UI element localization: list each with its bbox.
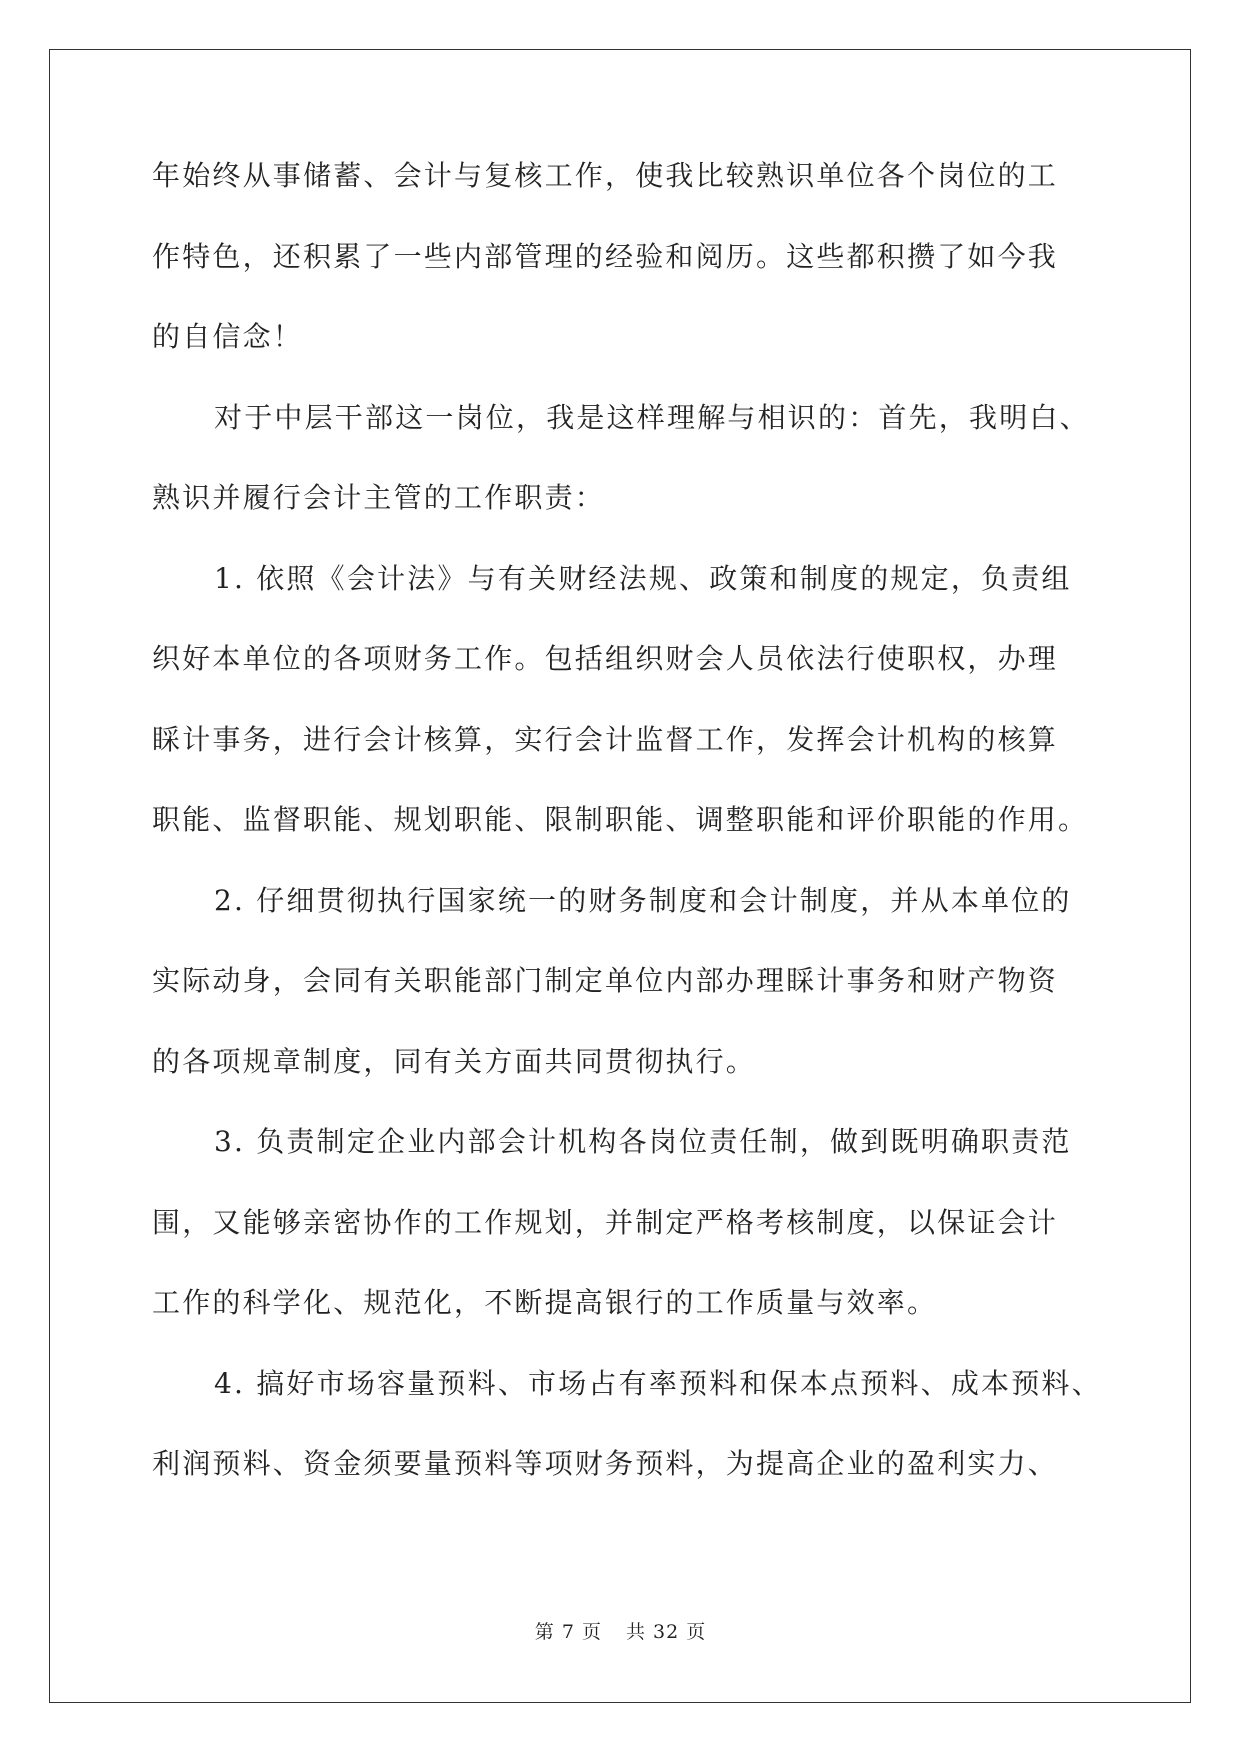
text-line: 年始终从事储蓄、会计与复核工作，使我比较熟识单位各个岗位的工 xyxy=(152,159,1059,192)
text-line: 实际动身，会同有关职能部门制定单位内部办理睬计事务和财产物资 xyxy=(152,964,1059,997)
document-body xyxy=(152,158,1102,1527)
text-line: 职能、监督职能、规划职能、限制职能、调整职能和评价职能的作用。 xyxy=(152,803,1089,836)
list-item-3-first-line: 3. 负责制定企业内部会计机构各岗位责任制，做到既明确职责范 xyxy=(214,1125,1072,1158)
page-footer xyxy=(0,1620,1241,1644)
text-line: 织好本单位的各项财务工作。包括组织财会人员依法行使职权，办理 xyxy=(152,642,1059,675)
text-line: 工作的科学化、规范化，不断提高银行的工作质量与效率。 xyxy=(152,1286,938,1319)
paragraph-first-line: 对于中层干部这一岗位，我是这样理解与相识的：首先，我明白、 xyxy=(214,400,1090,434)
list-item-1-first-line: 1. 依照《会计法》与有关财经法规、政策和制度的规定，负责组 xyxy=(214,561,1072,595)
text-line: 利润预料、资金须要量预料等项财务预料，为提高企业的盈利实力、 xyxy=(152,1447,1059,1480)
list-item-2-first-line: 2. 仔细贯彻执行国家统一的财务制度和会计制度，并从本单位的 xyxy=(214,883,1072,917)
text-line: 熟识并履行会计主管的工作职责： xyxy=(152,481,606,514)
page-total: 共 32 页 xyxy=(625,1621,707,1643)
text-line: 围，又能够亲密协作的工作规划，并制定严格考核制度，以保证会计 xyxy=(152,1205,1059,1239)
text-line: 的自信念！ xyxy=(152,320,304,353)
text-line: 的各项规章制度，同有关方面共同贯彻执行。 xyxy=(152,1044,757,1078)
text-line: 睬计事务，进行会计核算，实行会计监督工作，发挥会计机构的核算 xyxy=(152,722,1059,756)
page-number: 第 7 页 xyxy=(534,1621,602,1643)
text-line: 作特色，还积累了一些内部管理的经验和阅历。这些都积攒了如今我 xyxy=(152,239,1059,273)
list-item-4-first-line: 4. 搞好市场容量预料、市场占有率预料和保本点预料、成本预料、 xyxy=(214,1366,1102,1400)
